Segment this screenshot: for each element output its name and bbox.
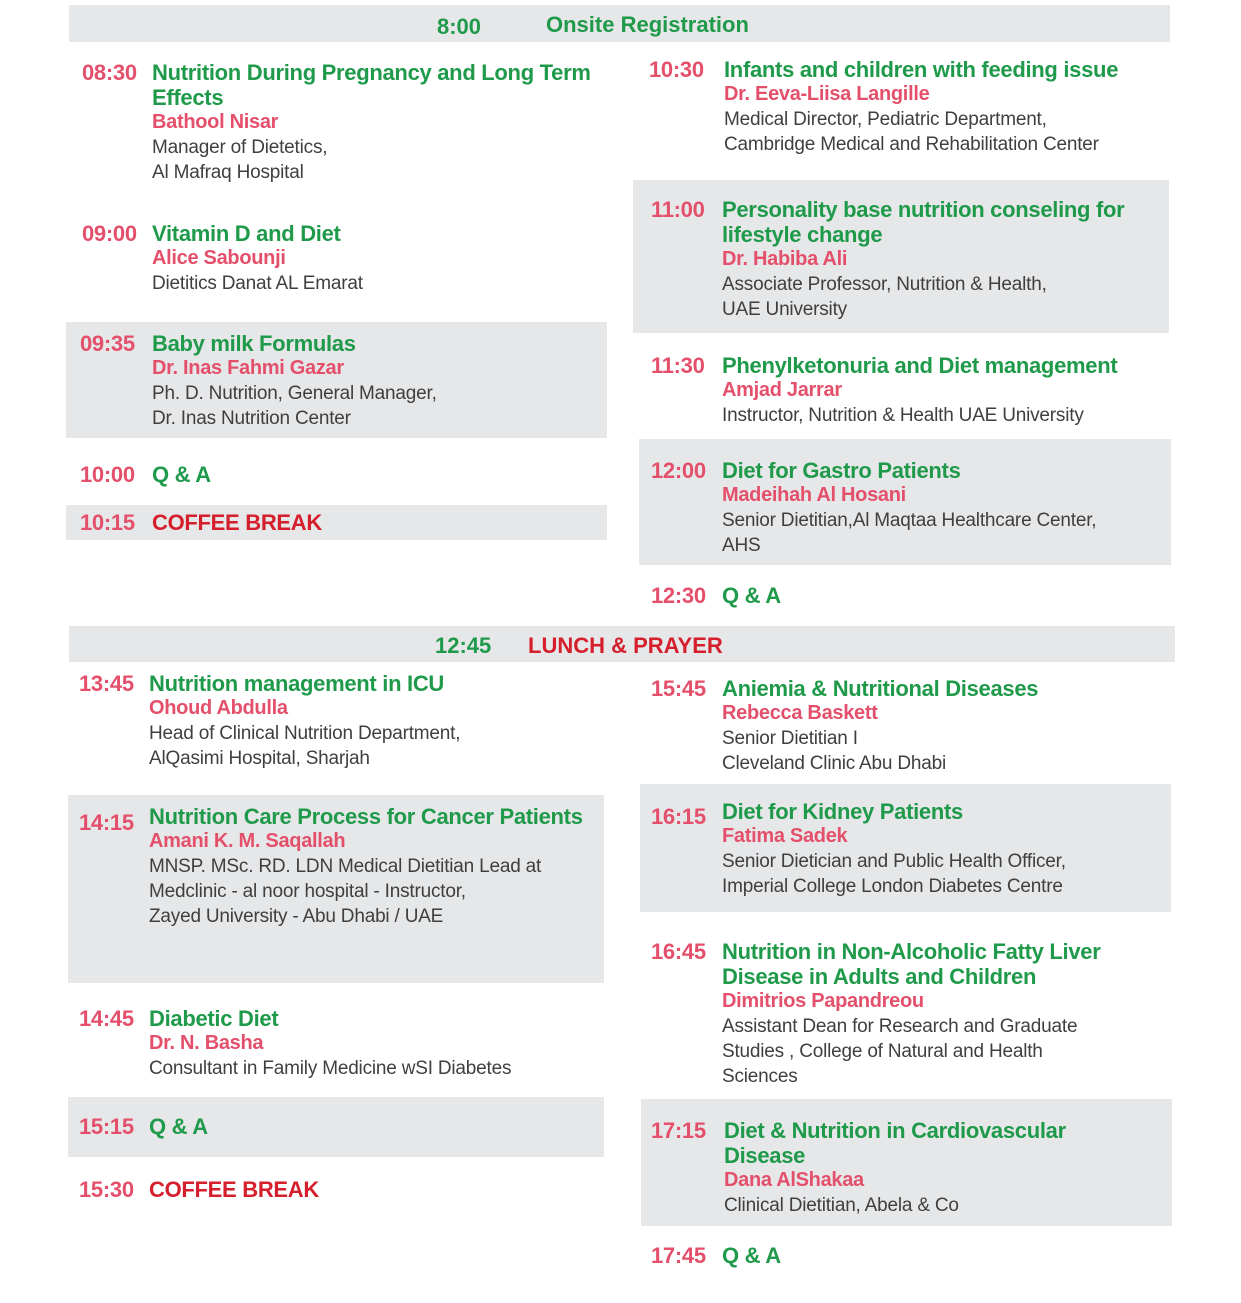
speaker-name: Fatima Sadek [722,825,848,847]
session-title: Nutrition management in ICU [149,671,445,696]
speaker-name: Dr. Habiba Ali [722,248,848,270]
session-title: lifestyle change [722,222,883,247]
speaker-affiliation: Cambridge Medical and Rehabilitation Center [724,134,1099,155]
session-time: 15:15 [79,1114,134,1139]
session-1200 [651,458,1166,558]
speaker-affiliation: Al Mafraq Hospital [152,162,304,183]
session-title: Effects [152,85,224,110]
speaker-affiliation: Zayed University - Abu Dhabi / UAE [149,906,444,927]
speaker-name: Amani K. M. Saqallah [149,830,346,852]
session-title: Personality base nutrition conseling for [722,197,1125,222]
session-1000 [80,462,600,487]
speaker-name: Dimitrios Papandreou [722,990,924,1012]
speaker-affiliation: Sciences [722,1066,798,1087]
session-1230 [651,583,1166,608]
session-time: 15:45 [651,676,706,701]
session-title: Diet for Gastro Patients [722,458,961,483]
session-time: 14:45 [79,1006,134,1031]
session-1445 [79,1006,599,1081]
session-time: 17:45 [651,1243,706,1268]
session-title: Disease [724,1143,806,1168]
session-time: 10:00 [80,462,135,487]
session-1030 [649,57,1169,157]
session-1615 [651,799,1166,899]
session-title: Q & A [152,462,211,487]
session-1100 [651,197,1166,322]
header-time: 12:45 [435,633,492,658]
session-time: 14:15 [79,810,134,835]
header-label: Onsite Registration [546,12,749,37]
session-1415 [79,804,599,929]
session-time: 15:30 [79,1177,134,1202]
speaker-affiliation: Manager of Dietetics, [152,137,328,158]
speaker-affiliation: Dr. Inas Nutrition Center [152,408,351,429]
session-title: Q & A [722,1243,781,1268]
session-0900 [82,221,602,296]
speaker-affiliation: Ph. D. Nutrition, General Manager, [152,383,437,404]
speaker-affiliation: Senior Dietitian,Al Maqtaa Healthcare Center, [722,510,1097,531]
speaker-affiliation: Studies , College of Natural and Health [722,1041,1043,1062]
session-time: 10:30 [649,57,704,82]
speaker-name: Rebecca Baskett [722,702,878,724]
session-title: Q & A [149,1114,208,1139]
session-time: 16:45 [651,939,706,964]
session-time: 12:00 [651,458,706,483]
session-1345 [79,671,599,771]
session-title: COFFEE BREAK [149,1177,319,1202]
session-title: Infants and children with feeding issue [724,57,1119,82]
session-time: 09:00 [82,221,137,246]
header-label: LUNCH & PRAYER [528,633,723,658]
registration-header-bar [69,5,1170,42]
speaker-affiliation: Medclinic - al noor hospital - Instructor, [149,881,466,902]
session-time: 09:35 [80,331,135,356]
speaker-affiliation: AHS [722,535,761,556]
session-title: Disease in Adults and Children [722,964,1037,989]
session-title: Aniemia & Nutritional Diseases [722,676,1039,701]
speaker-affiliation: Consultant in Family Medicine wSI Diabetes [149,1058,512,1079]
speaker-affiliation: Instructor, Nutrition & Health UAE University [722,405,1084,426]
speaker-name: Dr. Inas Fahmi Gazar [152,357,344,379]
session-time: 13:45 [79,671,134,696]
session-time: 12:30 [651,583,706,608]
session-title: Vitamin D and Diet [152,221,341,246]
session-title: Nutrition in Non-Alcoholic Fatty Liver [722,939,1101,964]
speaker-affiliation: AlQasimi Hospital, Sharjah [149,748,370,769]
speaker-affiliation: Head of Clinical Nutrition Department, [149,723,461,744]
session-0935 [80,331,600,431]
session-time: 11:00 [651,197,705,222]
session-1645 [651,939,1166,1089]
speaker-affiliation: Medical Director, Pediatric Department, [724,109,1047,130]
session-time: 17:15 [651,1118,706,1143]
speaker-affiliation: Associate Professor, Nutrition & Health, [722,274,1047,295]
session-1015 [80,510,600,535]
speaker-affiliation: Assistant Dean for Research and Graduate [722,1016,1078,1037]
session-title: Diabetic Diet [149,1006,279,1031]
session-title: Nutrition During Pregnancy and Long Term [152,60,591,85]
session-1530 [79,1177,599,1202]
session-1715 [651,1118,1166,1218]
speaker-name: Bathool Nisar [152,111,279,133]
session-title: Baby milk Formulas [152,331,356,356]
session-time: 10:15 [80,510,135,535]
session-0830 [82,60,602,185]
speaker-affiliation: Imperial College London Diabetes Centre [722,876,1063,897]
session-1130 [651,353,1166,428]
speaker-affiliation: Cleveland Clinic Abu Dhabi [722,753,946,774]
speaker-affiliation: Senior Dietitian I [722,728,858,749]
session-1545 [651,676,1166,776]
speaker-name: Amjad Jarrar [722,379,842,401]
lunch-header-bar [69,626,1175,662]
speaker-name: Dana AlShakaa [724,1169,864,1191]
session-1745 [651,1243,1166,1268]
session-title: Diet & Nutrition in Cardiovascular [724,1118,1066,1143]
session-title: Q & A [722,583,781,608]
speaker-name: Ohoud Abdulla [149,697,288,719]
session-time: 11:30 [651,353,705,378]
session-title: Nutrition Care Process for Cancer Patients [149,804,583,829]
speaker-affiliation: Clinical Dietitian, Abela & Co [724,1195,959,1216]
session-time: 16:15 [651,804,706,829]
speaker-name: Alice Sabounji [152,247,286,269]
speaker-affiliation: UAE University [722,299,847,320]
speaker-name: Madeihah Al Hosani [722,484,906,506]
header-time: 8:00 [437,14,482,39]
speaker-affiliation: MNSP. MSc. RD. LDN Medical Dietitian Lead at [149,856,542,877]
session-1515 [79,1114,599,1139]
session-title: Phenylketonuria and Diet management [722,353,1118,378]
session-title: Diet for Kidney Patients [722,799,963,824]
speaker-affiliation: Senior Dietician and Public Health Officer, [722,851,1066,872]
speaker-name: Dr. Eeva-Liisa Langille [724,83,930,105]
session-title: COFFEE BREAK [152,510,322,535]
speaker-name: Dr. N. Basha [149,1032,264,1054]
session-time: 08:30 [82,60,137,85]
speaker-affiliation: Dietitics Danat AL Emarat [152,273,363,294]
